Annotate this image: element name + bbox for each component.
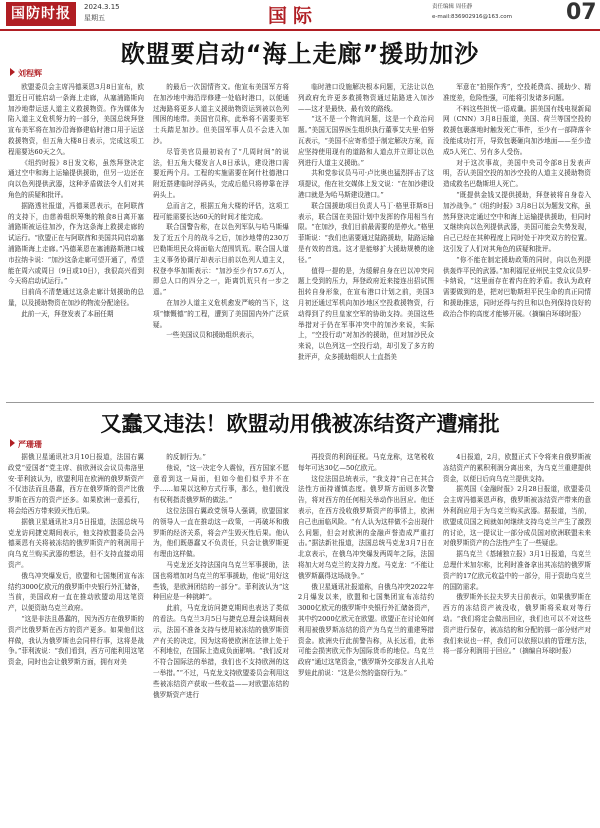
paragraph: 这位法国右翼政党领导人强调，欧盟国家的领导人一直在推动这一政策，一再破坏和俄罗斯的经济关系，将会产生毁灭性后果。他认为，他们既愚蠢又不负责任，只会让俄罗斯更有理由这样做。 bbox=[153, 506, 289, 559]
article1-column-4 bbox=[443, 82, 591, 398]
issue-date: 2024.3.15 bbox=[84, 3, 120, 11]
paragraph: 欧盟委员会主席冯德莱恩3月8日宣布，欧盟近日可能启动一条海上走廊，从塞浦路斯向加沙地带运送人道主义救援物资。作为媒体为陷入道主义危机努力的一部分，美国总统拜登宣布美军将在加沙沿海修建临时港口用于运送救援物资，但五角大楼8日表示，完成这项工程需要达60天之久。 bbox=[8, 83, 144, 156]
paragraph: 的最后一次国情咨文。他宣布美国军方将在加沙地中海沿岸修建一处临时港口，以便通过海路将更多人道主义援助物资运到被以色列围困的地带。美国官员称，此举将不需要美军士兵踏足加沙。但美国军事人员不会进入加沙。 bbox=[153, 83, 289, 145]
paragraph: 马克龙还支持法国向乌克兰军事援助，法国也将增加对乌克兰的军事援助，他说“用好这些钱，是欧洲团结的一部分”。菲利波认为“这种回应是一种挑衅”。 bbox=[153, 560, 289, 602]
byline-marker-icon bbox=[10, 68, 15, 76]
paragraph: 据路透社报道，冯德莱恩表示，在阿联酋的支持下，由慈善组织筹集的粮食8日离开塞浦路斯被运往加沙，作为这条海上救援走廊的试运行。“欧盟正在与阿联酋和美国共同启动塞浦路斯海上走廊。”冯德莱恩在塞浦路斯港口城市拉纳卡说：“加沙这条走廊可望开通了，希望能在周六或周日（9日或10日），我很高兴看到今天将启动试运行。” bbox=[8, 201, 144, 286]
article2-byline bbox=[10, 439, 42, 450]
paragraph: 再投资的利润征税。马克龙称，这笔税收每年可达30亿—50亿欧元。 bbox=[298, 453, 434, 472]
issue-weekday: 星期五 bbox=[84, 14, 105, 22]
masthead-rule bbox=[0, 29, 600, 31]
newspaper-logo: 国防时报 bbox=[6, 2, 76, 26]
paragraph: 此前，马克龙访问捷克期间也表达了类似的看法。乌克兰3月5日与捷克总理会谈期间表示，法国不准备支持与使用被冻结的俄罗斯资产有关的决定，因为这将使欧洲在法律上处于不利地位，在国际上造成负面影响。“我们反对不符合国际法的举措，我们也不支持欧洲的这一举措。”“不过，马克龙支持欧盟委员会利用这些被冻结资产获取一些收益——对欧盟冻结的俄罗斯资产进行 bbox=[153, 604, 289, 699]
paragraph: 共和党参议员马可·卢比奥也猛烈抨击了这项提议，他在社交媒体上发文说：“在加沙建设港口就是为哈马斯建设港口。” bbox=[298, 169, 434, 199]
paragraph: 值得一提的是，为缓解自身在巴以冲突问题上受到的压力，拜登政府近来接连出招试图扭转自身形象，在宣布港口计划之前，美国3月初还通过军机向加沙地区空投救援物资，行动得到了约旦皇家空军的协助支持。美国这些举措对于仍在军事冲突中的加沙来说，实际上，“空投行动”对加沙的援助，但对加沙民众来说，以色列这一空投行动，却引发了多方的批评声，众多援助组织人士直指美 bbox=[298, 266, 434, 361]
paragraph: 俄乌冲突爆发后，欧盟和七国集团宣布冻结约3000亿欧元的俄罗斯中央银行外汇储备，当前，美国政府一直在推动欧盟动用这笔资产，以便资助乌克兰政府。 bbox=[8, 571, 144, 613]
paragraph: 据俄卫星通讯社3月10日报道，法国右翼政党“爱国者”党主席、前欧洲议会议员弗洛里安·菲利波认为，欧盟利用在欧洲的俄罗斯资产不仅违法而且愚蠢，西方在俄罗斯的资产比俄罗斯在西方的资产还多。如果欧洲一意孤行，将会给西方带来毁灭性后果。 bbox=[8, 453, 144, 515]
article2-column-1 bbox=[8, 452, 144, 822]
article1-column-1 bbox=[8, 82, 144, 398]
paragraph: 军意在“拍照作秀”，空投耗费高、援助少、精准度差，危险性强，可能将引发诸多问题。 bbox=[443, 83, 591, 102]
article2-column-4 bbox=[443, 452, 591, 822]
article1-column-3 bbox=[298, 82, 434, 398]
paragraph: 总而言之，根据五角大楼的评估，这项工程可能需要长达60天的时间才能完成。 bbox=[153, 201, 289, 221]
paragraph: 据俄卫星通讯社3月5日报道，法国总统马克龙访问捷克期间表示，他支持欧盟委员会冯德莱恩有关将被冻结的俄罗斯资产的利润用于向乌克兰购买武器的想法，但不支持直接动用资产。 bbox=[8, 517, 144, 569]
paragraph: 目前尚不清楚通过这条走廊计划援助的总量，以及援助物资在加沙的物流分配途径。 bbox=[8, 288, 144, 307]
paragraph: 据乌克兰《基辅独立报》3月1日报道，乌克兰总理什米加尔称，比利时准备拿出其冻结的俄罗斯资产的17亿欧元收益中的一部分，用于资助乌克兰的国防需求。 bbox=[443, 550, 591, 591]
article1-column-2 bbox=[153, 82, 289, 398]
paragraph: 临时港口设施解决根本问题，无法让以色列政府允许更多救援物资通过陆路进入加沙——这才是最快、最有效的路线。 bbox=[298, 83, 434, 113]
paragraph: 一些美国议员和援助组织表示， bbox=[166, 331, 259, 340]
paragraph: 4日报道，2月，欧盟正式下令将来自俄罗斯被冻结资产的累积利润分离出来，为乌克兰重建提供资金，以便日后向乌克兰提供支持。 bbox=[443, 453, 591, 483]
article2-column-3 bbox=[298, 452, 434, 822]
article1-headline: 欧盟要启动“海上走廊”援助加沙 bbox=[120, 40, 480, 68]
paragraph: “既提供金钱又提供援助，拜登被将自身卷入加沙战争。”《纽约时报》3月8日以为题发文称，虽然拜登决定通过空中和海上运输提供援助，但同时又继续向以色列提供武器，美国可能会失势发现，自己已经在其种程度上同时处于冲突双方的位置。这引发了人们对其角色的质疑和批评。 bbox=[443, 190, 591, 253]
section-title: 国际 bbox=[268, 5, 319, 27]
paragraph: 尽管美官员最初说有了“几周时间”的说法，但五角大楼发言人8日承认，建设港口需要近两个月。工程的实施需要在阿什杜德港口附近搭建临时浮码头，完成后船只将停靠在浮码头上。 bbox=[153, 147, 289, 199]
paragraph: 他说，“这一决定令人震惊，西方国家不愿意看到这一局面，但如今他们似乎并不在乎……如果以这种方式行事，那么，他们就没有权利指责俄罗斯的做法。” bbox=[153, 463, 289, 505]
paragraph: “你不能在制定援助政策的同时，向以色列提供轰炸平民的武器。”加利福尼亚州民主党众议员罗·卡纳说，“这里面存在着内在的矛盾。我认为政府需要做到的是，把对巴勒斯坦平民生命的真正同情和援助推送，同时还得与约旦和以色列保持良好的政治合作的高度才能够开展。（摘编自环球时报） bbox=[443, 255, 591, 318]
paragraph: 在加沙人道主义危机愈发严峻的当下，这项“慷慨德”的工程，遭到了美国国内外广泛质疑。 bbox=[153, 298, 289, 329]
article2-headline: 又蠢又违法！欧盟动用俄被冻结资产遭痛批 bbox=[100, 412, 500, 436]
article2-column-2 bbox=[153, 452, 289, 822]
masthead bbox=[0, 0, 600, 30]
paragraph: 对于这次事故，美国中央司令部8日发表声明，否认美国空投的加沙空投的人道主义援助物资造成救名巴勒斯坦人死亡。 bbox=[443, 158, 591, 189]
paragraph: 联合国警告称，在以色列军队与哈马斯爆发了近五个月的战斗之后，加沙地带的230万巴勒斯坦民众将面临大范围饥荒。联合国人道主义事务协调厅却表示目前以色列人道主义，权登李华加斯表示：“加沙至少有57.6万人，即总人口的四分之一，距离饥荒只有一步之遥。” bbox=[153, 223, 289, 297]
editor-credit: 责任编辑 周佳静 bbox=[432, 4, 473, 10]
paragraph: 《纽约时报》8日发文称，虽然拜登决定通过空中和海上运输提供援助，但另一边还在向以色列提供武器，这种矛盾做法令人们对其角色的质疑和批评。 bbox=[8, 158, 144, 199]
paragraph: 不料这些担忧一语成谶。据美国有线电视新闻网（CNN）3月8日报道，美国、荷兰等国空投的救援包裹落地时触发死亡事件，至少有一部降落伞没能成功打开，导致包裹砸向加沙地面——至少造成5人死亡、另有多人受伤。 bbox=[443, 104, 591, 156]
paragraph: 的反制行为。” bbox=[166, 453, 206, 461]
page-number: 07 bbox=[566, 0, 597, 25]
byline-marker-icon bbox=[10, 439, 15, 447]
paragraph: “这不是一个物流问题，这是一个政治问题。”美国无国界医生组织执行董事艾夫里·伯努瓦表示，“美国不应寄希望于制定解决方案，而应坚持使用现有的道路和人道点并立即让以色列进行人道主义援助。” bbox=[298, 115, 434, 167]
paragraph: 俄罗斯外长拉夫罗夫日前表示，如果俄罗斯在西方的冻结资产被没收，俄罗斯将采取对等行动。“我们将定会做出回应，我们也可以不对这些资产进行保存，被冻结的和分配的那一部分财产对我们来说也一样，我们可以依照以前的管理方法，将一部分利润用于回应。”（摘编自环球时报） bbox=[443, 593, 591, 656]
paragraph: 俄卫星通讯社报道称，自俄乌冲突2022年2月爆发以来，欧盟和七国集团宣布冻结约3000亿欧元的俄罗斯中央银行外汇储备资产，其中约2000亿欧元在欧盟。欧盟正在讨论如何利用被俄罗斯冻结的资产为乌克兰的重建筹措资金。欧洲央行此前警告称，从长远看，此举可能会损害欧元作为国际货币的地位。乌克兰政府“通过这笔资金，”俄罗斯外交部发言人扎哈罗娃此前说：“这是公然的盗窃行为。” bbox=[298, 582, 434, 677]
editor-email: e-mail:836902916@163.com bbox=[432, 14, 512, 20]
paragraph: 据英国《金融时报》2月28日报道，欧盟委员会主席冯德莱恩声称，俄罗斯被冻结资产带来的意外利润应用于为乌克兰购买武器。据报道，当前，欧盟成员国之间就如何继续支持乌克兰产生了激烈的讨论，这一提议让一部分成员国对欧洲联盟未来对俄罗斯资产的合法性产生了一些疑虑。 bbox=[443, 485, 591, 548]
section-divider bbox=[6, 402, 594, 403]
paragraph: “这是非法且愚蠢的，因为西方在俄罗斯的资产比俄罗斯在西方的资产更多。如果他们这样做，我认为俄罗斯也会同样行事，这将是战争。”菲利波说：“我们看到，西方可能利用这笔资金，同时也会让俄罗斯方面，拥有对美 bbox=[8, 614, 144, 667]
paragraph: 联合国援助项目负责人马丁·格里菲斯8日表示，联合国在美国计划中发挥的作用相当有限。“在加沙，我们目前最需要的是停火。”格里菲斯说：“我们也需要通过陆路援助，陆路运输是有效的首选。这才是能够扩大援助规模的途径。” bbox=[298, 201, 434, 264]
paragraph: 这位法国总统表示，“我支持”自己在其合法性方面持谨慎态度。俄罗斯方面则多次警告，将对西方的任何相关举动作出回应。他还表示，在西方没收俄罗斯资产的事情上，欧洲自己也面临风险。“有人认为这样做不会出现什么问题，但会对欧洲的金融声誉造成严重打击。”据法新社报道，法国总统马克龙3月7日在北京表示，在俄乌冲突爆发两周年之际，法国将加大对乌克兰的支持力度。马克龙：“不能让俄罗斯赢得这场战争。” bbox=[298, 474, 434, 580]
article1-author: 刘程辉 bbox=[18, 69, 42, 78]
article2-author: 严珊珊 bbox=[18, 440, 42, 449]
article1-byline bbox=[10, 68, 42, 79]
paragraph: 此前一天，拜登发表了本届任期 bbox=[21, 309, 114, 318]
